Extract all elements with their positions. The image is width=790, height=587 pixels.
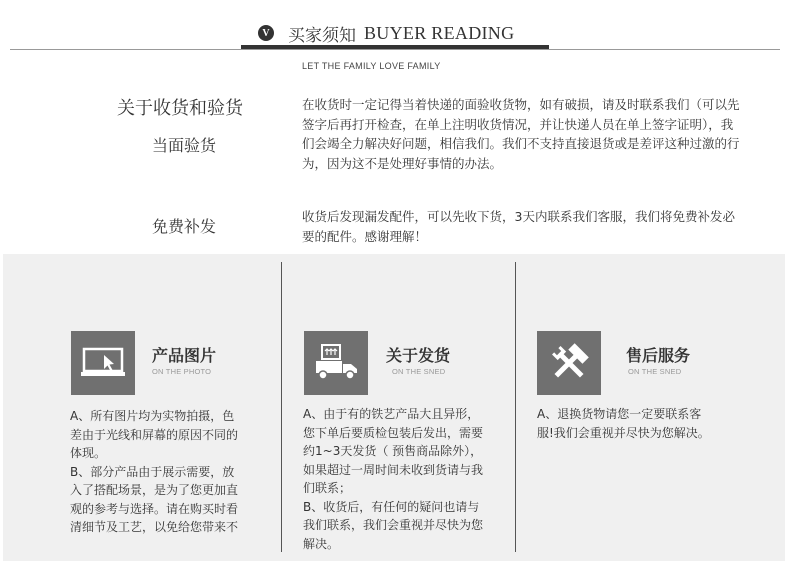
hammer-wrench-icon (537, 331, 601, 395)
section-receiving-subheading: 当面验货 (152, 136, 217, 155)
text-line: A、所有图片均为实物拍摄，色 (70, 409, 235, 423)
text-line: 清细节及工艺，以免给您带来不 (70, 520, 239, 534)
column-aftersales-subtitle: ON THE SNED (628, 367, 682, 376)
text-line: 观的参考与选择。请在购买时看 (70, 501, 239, 516)
text-line: 解决。 (303, 536, 340, 551)
column-shipping-subtitle: ON THE SNED (392, 367, 446, 376)
section-reissue-text: 收货后发现漏发配件，可以先收下货，3天内联系我们客服，我们将免费补发必要的配件。感谢理解！ (302, 209, 735, 244)
text-line: 入了搭配场景，是为了您更加直 (70, 483, 239, 497)
v-badge-icon: V (258, 25, 274, 41)
section-reissue-heading: 免费补发 (152, 217, 217, 236)
delivery-truck-icon (304, 331, 368, 395)
page-header (258, 22, 558, 44)
text-line: 差由于光线和屏幕的原因不同的 (70, 427, 239, 442)
header-subtitle: LET THE FAMILY LOVE FAMILY (302, 61, 441, 71)
text-line: 约1~3天发货（ 预售商品除外）， (303, 444, 483, 458)
header-title-en: BUYER READING (364, 22, 515, 43)
column-photo-title: 产品图片 (152, 346, 217, 365)
header-divider (10, 49, 780, 50)
column-divider (515, 262, 516, 552)
column-photo-subtitle: ON THE PHOTO (152, 367, 212, 376)
text-line: B、收货后，有任何的疑问也请与 (303, 499, 480, 514)
text-line: B、部分产品由于展示需要，放 (70, 464, 235, 479)
text-line: 我们联系，我们会重视并尽快为您 (303, 518, 484, 532)
section-receiving-text: 在收货时一定记得当着快递的面验收货物，如有破损，请及时联系我们（可以先签字后再打开检查，在单上注明收货情况，并让快递人员在单上签字证明），我们会竭全力解决好问题，相信我们。我们不支持直接退货或是差评这种过激的行为，因为这不是处理好事情的办法。 (302, 97, 740, 171)
text-line: A、退换货物请您一定要联系客 (537, 407, 702, 421)
column-shipping-title: 关于发货 (386, 346, 451, 365)
column-divider (281, 262, 282, 552)
text-line: A、由于有的铁艺产品大且异形， (303, 407, 480, 421)
monitor-cursor-icon (71, 331, 135, 395)
column-shipping-text (303, 405, 483, 553)
column-aftersales-title: 售后服务 (626, 346, 691, 365)
column-aftersales-text (537, 405, 710, 442)
column-photo-text (70, 407, 238, 537)
text-line: 如果超过一周时间未收到货请与我 (303, 462, 484, 477)
text-line: 服!我们会重视并尽快为您解决。 (537, 425, 710, 440)
text-line: 您下单后要质检包装后发出，需要 (303, 425, 484, 440)
text-line: 们联系； (303, 481, 352, 495)
text-line: 体现。 (70, 446, 107, 460)
header-title-cn: 买家须知 (288, 25, 356, 46)
section-receiving-heading: 关于收货和验货 (117, 98, 243, 119)
